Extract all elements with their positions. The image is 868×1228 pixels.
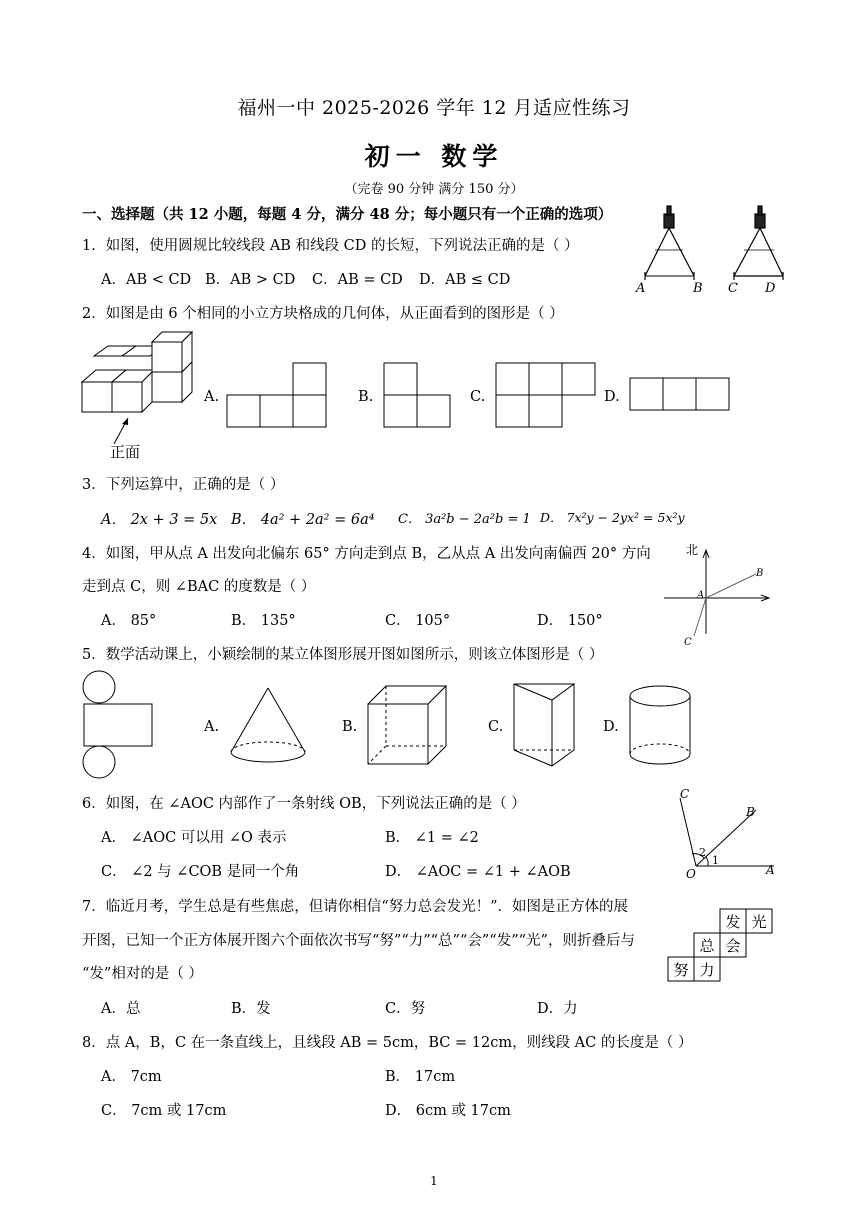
compass-left bbox=[645, 206, 694, 280]
q1-option-b: B．AB > CD bbox=[205, 272, 296, 288]
q8-option-b: B． 17cm bbox=[385, 1069, 456, 1085]
q8-stem: 8．点 A，B，C 在一条直线上，且线段 AB = 5cm，BC = 12cm，则线段 AC 的长度是（ ） bbox=[82, 1035, 693, 1051]
cube-stack-figure bbox=[78, 326, 198, 466]
q3-option-a: A． 2x + 3 = 5x bbox=[101, 512, 218, 528]
q4-stem-line2: 走到点 C，则 ∠BAC 的度数是（ ） bbox=[82, 579, 316, 595]
q4-option-b: B． 135° bbox=[231, 613, 296, 629]
q1-option-c: C．AB = CD bbox=[312, 272, 403, 288]
q2-option-b-letter: B. bbox=[358, 389, 374, 405]
dir-label-c: C bbox=[684, 637, 692, 648]
prism-figure bbox=[512, 682, 582, 772]
angle-label-1: 1 bbox=[712, 854, 719, 867]
q7-stem-line1: 7．临近月考，学生总是有些焦虑，但请你相信“努力总会发光！”．如图是正方体的展 bbox=[82, 899, 629, 915]
q2-option-a-figure bbox=[227, 362, 327, 428]
q7-option-d: D．力 bbox=[537, 1001, 578, 1017]
angle-label-a: A bbox=[766, 863, 775, 877]
subject-title: 初一 数学 bbox=[364, 142, 504, 171]
q1-stem: 1．如图，使用圆规比较线段 AB 和线段 CD 的长短，下列说法正确的是（ ） bbox=[82, 238, 579, 254]
q3-option-d: D． 7x²y − 2yx² = 5x²y bbox=[540, 510, 685, 525]
q5-option-d-letter: D. bbox=[603, 719, 619, 735]
q6-stem: 6．如图，在 ∠AOC 内部作了一条射线 OB，下列说法正确的是（ ） bbox=[82, 796, 526, 812]
front-label: 正面 bbox=[110, 443, 141, 461]
exam-subtitle: （完卷 90 分钟 满分 150 分） bbox=[344, 182, 524, 197]
q2-option-b-figure bbox=[384, 362, 454, 428]
q2-stem: 2．如图是由 6 个相同的小立方块格成的几何体，从正面看到的图形是（ ） bbox=[82, 306, 564, 322]
angle-figure bbox=[678, 784, 788, 881]
compass-label-d: D bbox=[765, 281, 776, 296]
cylinder-net-figure bbox=[80, 670, 160, 780]
q7-option-b: B．发 bbox=[231, 1001, 271, 1017]
page-number: 1 bbox=[430, 1174, 438, 1188]
net-face-guang: 光 bbox=[751, 913, 767, 931]
cone-figure bbox=[228, 686, 308, 770]
angle-label-o: O bbox=[686, 867, 696, 881]
net-face-fa: 发 bbox=[725, 913, 741, 931]
q7-stem-line3: “发”相对的是（ ） bbox=[82, 966, 203, 982]
north-label: 北 bbox=[686, 543, 699, 557]
compass-label-b: B bbox=[693, 281, 703, 296]
q5-option-b-letter: B. bbox=[342, 719, 358, 735]
q4-option-c: C． 105° bbox=[385, 613, 451, 629]
q7-option-a: A．总 bbox=[101, 1001, 141, 1017]
q6-option-c: C． ∠2 与 ∠COB 是同一个角 bbox=[101, 864, 300, 880]
compass-right bbox=[734, 206, 783, 280]
exam-title: 福州一中 2025-2026 学年 12 月适应性练习 bbox=[237, 97, 631, 119]
q5-option-c-letter: C. bbox=[488, 719, 504, 735]
q7-option-c: C．努 bbox=[385, 1001, 426, 1017]
q2-option-c-figure bbox=[496, 362, 596, 428]
net-face-nu: 努 bbox=[673, 961, 689, 979]
cube-figure bbox=[366, 684, 452, 770]
q1-option-a: A．AB < CD bbox=[101, 272, 192, 288]
q2-option-d-letter: D. bbox=[604, 389, 620, 405]
q3-option-c: C． 3a²b − 2a²b = 1 bbox=[398, 512, 531, 527]
net-face-hui: 会 bbox=[725, 937, 741, 955]
net-face-li: 力 bbox=[699, 961, 715, 979]
compass-label-a: A bbox=[636, 281, 646, 296]
q2-option-a-letter: A. bbox=[204, 389, 220, 405]
q7-stem-line2: 开图，已知一个正方体展开图六个面依次书写“努”“力”“总”“会”“发”“光”，则折叠后与 bbox=[82, 933, 635, 949]
q1-option-d: D．AB ≤ CD bbox=[419, 272, 511, 288]
angle-label-c: C bbox=[680, 787, 690, 801]
q3-stem: 3．下列运算中，正确的是（ ） bbox=[82, 477, 285, 493]
q6-option-d: D． ∠AOC = ∠1 + ∠AOB bbox=[385, 864, 571, 880]
q4-option-d: D． 150° bbox=[537, 613, 603, 629]
net-face-zong: 总 bbox=[699, 937, 715, 955]
q4-option-a: A． 85° bbox=[101, 613, 157, 629]
angle-label-b: B bbox=[746, 805, 755, 819]
q5-option-a-letter: A. bbox=[204, 719, 220, 735]
q6-option-b: B． ∠1 = ∠2 bbox=[385, 830, 479, 846]
q8-option-c: C． 7cm 或 17cm bbox=[101, 1103, 227, 1119]
q8-option-d: D． 6cm 或 17cm bbox=[385, 1103, 511, 1119]
angle-label-2: 2 bbox=[699, 846, 706, 859]
q2-option-c-letter: C. bbox=[470, 389, 486, 405]
q8-option-a: A． 7cm bbox=[101, 1069, 162, 1085]
q6-option-a: A． ∠AOC 可以用 ∠O 表示 bbox=[101, 830, 287, 846]
compass-label-c: C bbox=[728, 281, 738, 296]
cube-net-figure bbox=[668, 908, 774, 984]
compass-figure bbox=[630, 200, 800, 300]
cylinder-figure bbox=[628, 684, 694, 770]
dir-label-a: A bbox=[697, 590, 705, 601]
section-heading: 一、选择题（共 12 小题，每题 4 分，满分 48 分；每小题只有一个正确的选项） bbox=[82, 206, 613, 223]
q3-option-b: B． 4a² + 2a² = 6a⁴ bbox=[231, 512, 375, 528]
direction-figure bbox=[660, 538, 780, 650]
q2-option-d-figure bbox=[630, 377, 732, 411]
dir-label-b: B bbox=[756, 568, 764, 579]
q5-stem: 5．数学活动课上，小颖绘制的某立体图形展开图如图所示，则该立体图形是（ ） bbox=[82, 647, 604, 663]
q4-stem-line1: 4．如图，甲从点 A 出发向北偏东 65° 方向走到点 B，乙从点 A 出发向南偏西 20° 方向 bbox=[82, 546, 651, 562]
